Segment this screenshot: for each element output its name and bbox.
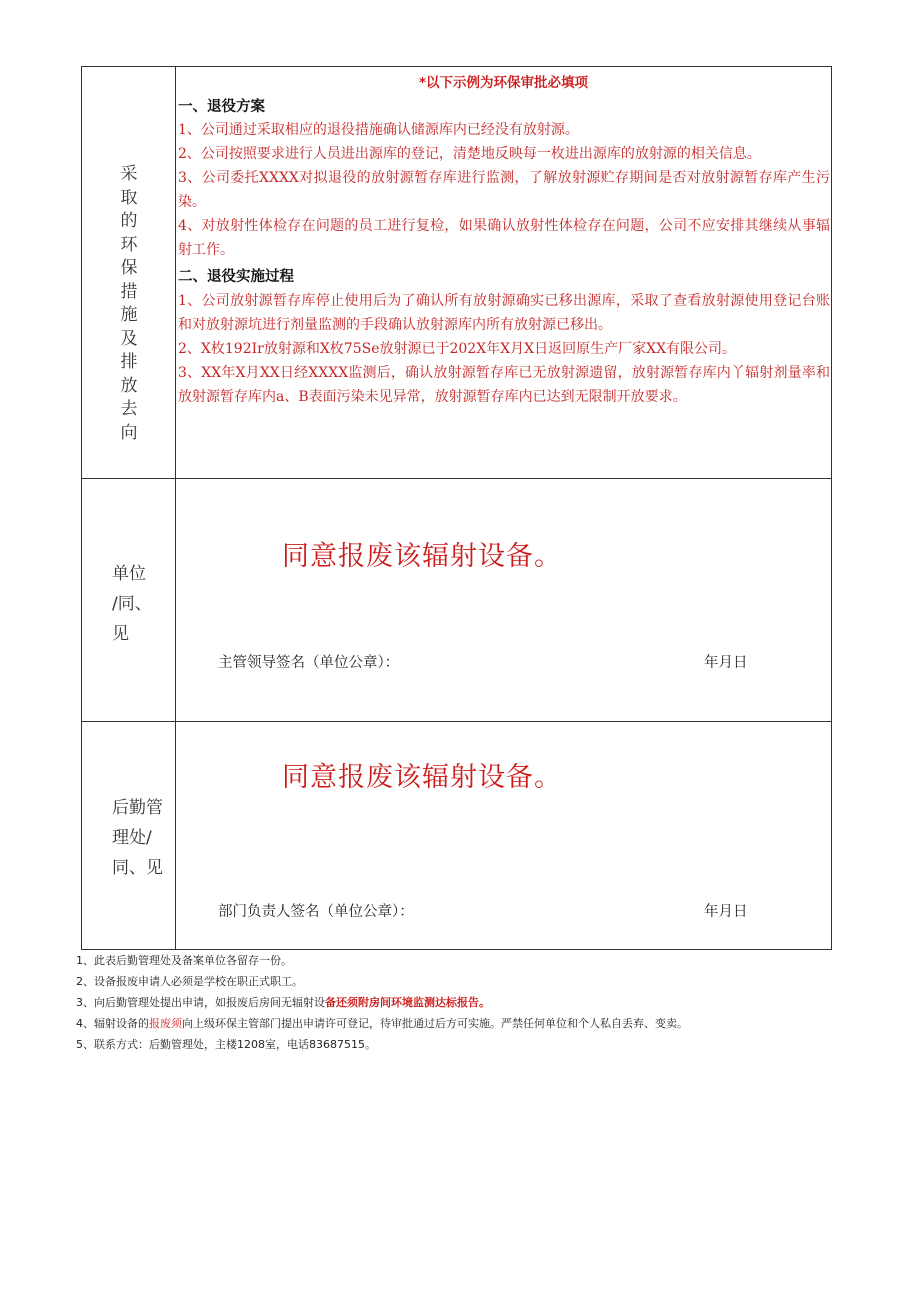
logistics-opinion-row <box>82 722 831 949</box>
footnote-4 <box>76 1013 856 1034</box>
plan-item-4: 4、对放射性体检存在问题的员工进行复检，如果确认放射性体检存在问题，公司不应安排其继续从事辐射工作。 <box>178 218 830 258</box>
logistics-opinion-label-line: 理处/ <box>112 828 152 848</box>
logistics-opinion-label-line: 后勤管 <box>112 798 163 818</box>
implementation-item-3: 3、XX年X月XX日经XXXX监测后，确认放射源暂存库已无放射源遗留，放射源暂存库内丫辐射剂量率和放射源暂存库内a、B表面污染未见异常，放射源暂存库内已达到无限制开放要求。 <box>178 365 830 405</box>
measures-label-char: 施 <box>120 305 138 325</box>
measures-label-char: 措 <box>120 281 138 302</box>
measures-label-char: 保 <box>120 258 138 278</box>
logistics-approval-text: 同意报废该辐射设备。 <box>282 762 562 793</box>
unit-opinion-label <box>112 559 152 649</box>
measures-label-cell <box>82 67 176 478</box>
unit-opinion-content <box>176 479 831 721</box>
measures-label-char: 取 <box>120 187 138 208</box>
measures-label-char: 向 <box>120 422 138 443</box>
measures-label-char: 去 <box>120 399 138 419</box>
footnote-1: 1、此表后勤管理处及备案单位各留存一份。 <box>76 954 292 967</box>
footnote-4-emphasis: 报废须 <box>149 1017 182 1030</box>
logistics-opinion-content <box>176 722 831 949</box>
unit-opinion-label-line: 单位 <box>112 564 146 584</box>
measures-content <box>176 67 831 478</box>
logistics-opinion-label-cell <box>82 722 176 949</box>
section-implementation-title: 二、退役实施过程 <box>178 269 294 285</box>
logistics-opinion-label-line: 同、见 <box>112 858 163 878</box>
implementation-item-2: 2、X枚192Ir放射源和X枚75Se放射源已于202X年X月X日返回原生产厂家XX有限公司。 <box>178 341 737 357</box>
measures-label-char: 采 <box>120 164 138 184</box>
logistics-date-label: 年月日 <box>704 904 748 920</box>
measures-label <box>82 163 176 445</box>
unit-signature-label: 主管领导签名（单位公章）： <box>218 655 400 671</box>
footnote-3-text: 3、向后勤管理处提出申请，如报废后房间无辐射设 <box>76 996 325 1009</box>
plan-item-1: 1、公司通过采取相应的退役措施确认储源库内已经没有放射源。 <box>178 122 579 138</box>
measures-label-char: 及 <box>120 328 138 349</box>
unit-approval-text: 同意报废该辐射设备。 <box>282 541 562 572</box>
logistics-opinion-label <box>112 793 163 883</box>
footnote-5: 5、联系方式：后勤管理处，主楼1208室，电话83687515。 <box>76 1038 376 1051</box>
section-decommission-plan-title: 一、退役方案 <box>178 99 265 115</box>
footnote-2: 2、设备报废申请人必须是学校在职正式职工。 <box>76 975 303 988</box>
plan-item-3: 3、公司委托XXXX对拟退役的放射源暂存库进行监测，了解放射源贮存期间是否对放射源暂存库产生污染。 <box>178 170 830 210</box>
footnote-4-text-b: 向上级环保主管部门提出申请许可登记，待审批通过后方可实施。严禁任何单位和个人私自丢弃、变卖。 <box>182 1017 688 1030</box>
unit-opinion-label-line: 见 <box>112 624 129 644</box>
logistics-signature-label: 部门负责人签名（单位公章）： <box>218 904 414 920</box>
unit-opinion-label-cell <box>82 479 176 721</box>
measures-label-char: 环 <box>120 234 138 255</box>
measures-label-char: 的 <box>120 211 138 231</box>
unit-opinion-row <box>82 479 831 722</box>
footnote-4-text-a: 4、辐射设备的 <box>76 1017 149 1030</box>
footnotes <box>76 950 856 1055</box>
unit-date-label: 年月日 <box>704 655 748 671</box>
measures-label-char: 排 <box>120 352 138 372</box>
required-notice: *以下示例为环保审批必填项 <box>418 75 589 91</box>
footnote-3-emphasis: 备还须附房间环境监测达标报告。 <box>325 996 490 1009</box>
footnote-3 <box>76 992 856 1013</box>
measures-row <box>82 67 831 479</box>
plan-item-2: 2、公司按照要求进行人员进出源库的登记，清楚地反映每一枚进出源库的放射源的相关信息。 <box>178 146 761 162</box>
measures-label-char: 放 <box>120 375 138 396</box>
implementation-item-1: 1、公司放射源暂存库停止使用后为了确认所有放射源确实已移出源库，采取了查看放射源使用登记台账和对放射源坑进行剂量监测的手段确认放射源库内所有放射源已移出。 <box>178 293 830 333</box>
scrap-application-form <box>81 66 832 950</box>
unit-opinion-label-line: /同、 <box>112 594 152 614</box>
